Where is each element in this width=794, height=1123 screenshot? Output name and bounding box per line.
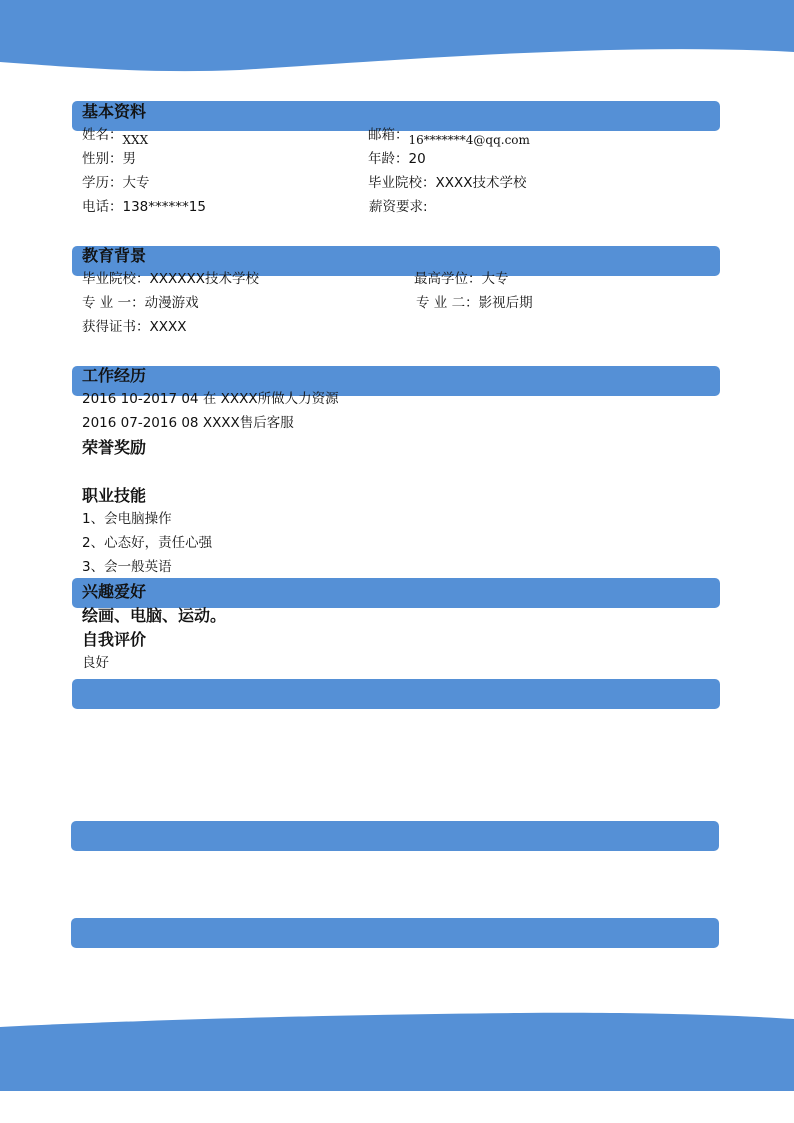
self-eval-text: 良好 [82,655,109,671]
education-field: 学历：大专 [82,175,150,191]
section-bar-empty-3 [71,918,719,948]
self-eval-title: 自我评价 [82,630,147,649]
skill-item: 1、会电脑操作 [82,511,172,527]
phone-field: 电话：138******15 [82,199,206,215]
name-value: XXX [122,133,149,147]
certificate-field: 获得证书：XXXX [82,319,187,335]
email-field [368,127,530,147]
hobbies-title: 兴趣爱好 [82,582,147,601]
honors-title: 荣誉奖励 [82,438,147,457]
section-bar-empty-2 [71,821,719,851]
edu-degree-field: 最高学位：大专 [414,271,509,287]
email-label: 邮箱： [368,127,409,143]
edu-school-field: 毕业院校：XXXXXX技术学校 [82,271,259,287]
age-field: 年龄：20 [368,151,426,167]
school-field: 毕业院校：XXXX技术学校 [368,175,527,191]
major1-field: 专 业 一：动漫游戏 [82,295,199,311]
section-bar-empty-1 [72,679,720,709]
salary-field: 薪资要求: [369,199,428,215]
gender-field: 性别：男 [82,151,136,167]
section-bar-hobbies [72,578,720,608]
skill-item: 3、会一般英语 [82,559,172,575]
work-title: 工作经历 [82,366,147,385]
name-label: 姓名： [82,127,123,143]
name-field [82,127,149,147]
work-item: 2016 10-2017 04 在 XXXX所做人力资源 [82,391,339,407]
major2-field: 专 业 二：影视后期 [416,295,533,311]
work-item: 2016 07-2016 08 XXXX售后客服 [82,415,294,431]
skills-title: 职业技能 [82,486,147,505]
skill-item: 2、心态好，责任心强 [82,535,213,551]
bottom-wave-banner [0,1005,794,1123]
top-wave-banner [0,0,794,80]
email-value: 16*******4@qq.com [408,133,530,147]
hobbies-text: 绘画、电脑、运动。 [82,606,227,625]
basic-title: 基本资料 [82,102,147,121]
education-title: 教育背景 [82,246,147,265]
